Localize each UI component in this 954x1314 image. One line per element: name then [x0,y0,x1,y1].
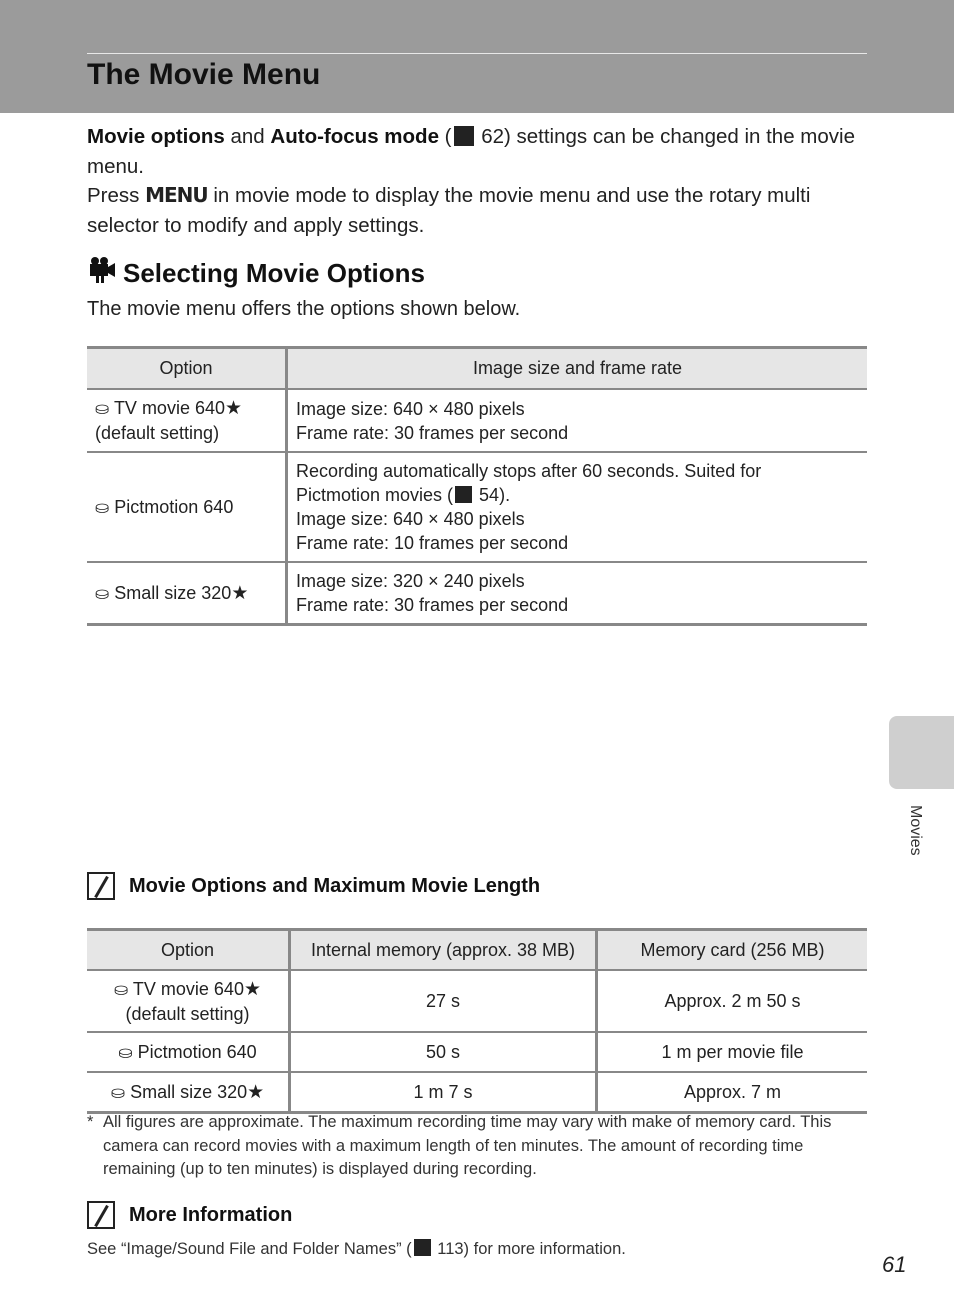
section-subtitle: The movie menu offers the options shown below. [87,298,521,320]
note-pencil-icon [87,872,115,900]
tv-movie-icon: ⛀ [113,979,129,1000]
movie-options-table [87,346,867,626]
auto-focus-mode-term: Auto-focus mode [270,125,439,148]
note-heading-more-info: More Information [87,1201,292,1229]
column-header-option: Option [87,348,287,390]
section-title: Selecting Movie Options [87,256,425,291]
column-header-card: Memory card (256 MB) [597,930,868,971]
pictmotion-icon: ⛀ [118,1042,133,1063]
option-name: Pictmotion 640 [114,496,234,517]
side-tab [889,716,954,789]
page-reference-icon [455,486,472,503]
table-row: ⛀ Pictmotion 640 Recording automatically stops after 60 seconds. Suited for Pictmotion movies ( 54). Image size: 640 × 480 pixels Frame rate: 10 frames per second [87,452,867,562]
table-header-row [87,930,867,971]
page-title: The Movie Menu [87,58,321,91]
option-name: TV movie 640 [113,398,225,418]
header-rule [87,53,867,54]
more-info-text: See “Image/Sound File and Folder Names” ( 113) for more information. [87,1240,626,1258]
table-row: ⛀ Pictmotion 640 50 s 1 m per movie file [87,1032,867,1072]
column-header-image-size: Image size and frame rate [287,348,868,390]
page-reference-icon [454,126,474,146]
movie-options-term: Movie options [87,125,225,148]
option-note: (default setting) [95,423,220,443]
column-header-option: Option [87,930,290,971]
small-size-icon: ⛀ [95,583,110,604]
menu-button-icon: MENU [145,183,208,207]
option-name: Small size 320 [114,582,232,603]
tv-movie-icon: ⛀ [95,399,110,419]
movie-length-table [87,928,867,1114]
page-number: 61 [882,1252,907,1277]
star-icon: ★ [247,1080,265,1103]
intro-paragraph: Movie options and Auto-focus mode ( 62) settings can be changed in the movie menu. Press MENU in movie mode to display the movie menu and use the rotary multi selector to modify and apply settings. [87,125,855,237]
column-header-internal: Internal memory (approx. 38 MB) [290,930,597,971]
star-icon: ★ [225,397,243,419]
table-row: ⛀ TV movie 640★ (default setting) Image size: 640 × 480 pixels Frame rate: 30 frames per second [87,389,867,452]
table-row: ⛀ Small size 320★ 1 m 7 s Approx. 7 m [87,1072,867,1113]
small-size-icon: ⛀ [110,1082,126,1103]
side-tab-label: Movies [907,805,924,856]
table-header-row [87,348,867,390]
star-icon: ★ [231,581,249,604]
note-heading-length: Movie Options and Maximum Movie Length [87,872,540,900]
movie-camera-icon [87,256,117,291]
table-row: ⛀ TV movie 640★ (default setting) 27 s Approx. 2 m 50 s [87,970,867,1032]
pictmotion-icon: ⛀ [95,497,110,518]
star-icon: ★ [243,977,262,1000]
header-band [0,0,954,113]
page-reference-icon [414,1239,431,1256]
table-row: ⛀ Small size 320★ Image size: 320 × 240 pixels Frame rate: 30 frames per second [87,562,867,625]
footnote: * All figures are approximate. The maximum recording time may vary with make of memory card. This camera can record movies with a maximum length of ten minutes. The amount of recording time remaining (up to ten minutes) is displayed during recording. [87,1113,832,1178]
note-pencil-icon [87,1201,115,1229]
